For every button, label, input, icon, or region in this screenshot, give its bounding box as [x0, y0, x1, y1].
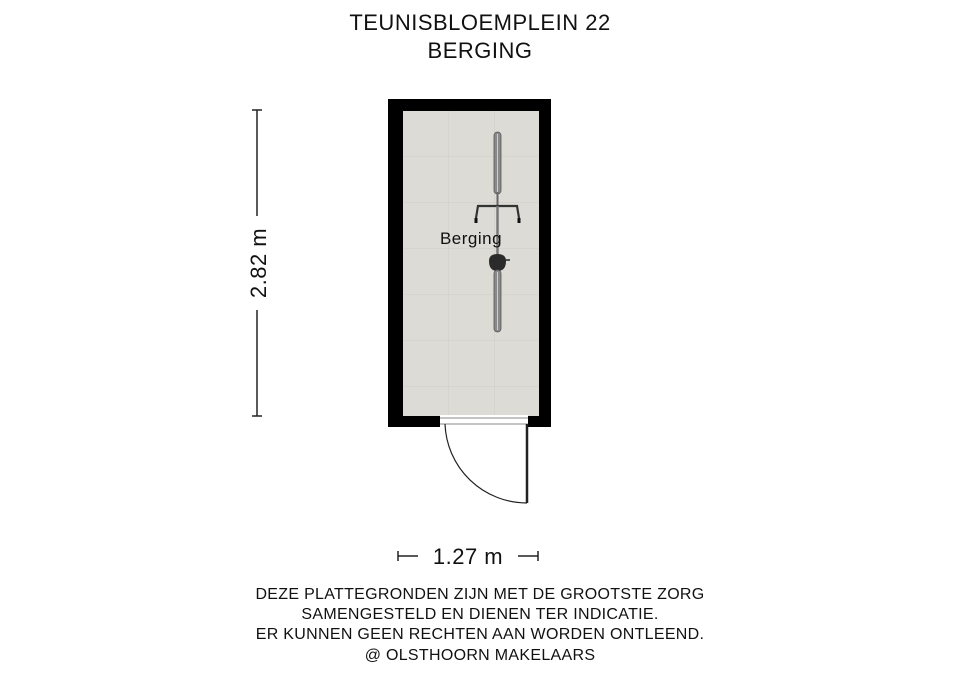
width-dimension-label: 1.27 m [432, 544, 504, 569]
height-dimension [246, 110, 271, 416]
page-subtitle-room: BERGING [427, 38, 533, 63]
door-opening [440, 415, 528, 428]
room-floor [403, 111, 539, 416]
page-title-address: TEUNISBLOEMPLEIN 22 [349, 10, 611, 35]
disclaimer-line: ER KUNNEN GEEN RECHTEN AAN WORDEN ONTLEEND. [255, 626, 705, 643]
width-dimension [398, 544, 538, 569]
height-dimension-label: 2.82 m [246, 227, 271, 299]
room-label: Berging [439, 229, 503, 248]
copyright-line: @ OLSTHOORN MAKELAARS [364, 647, 596, 664]
disclaimer-line: SAMENGESTELD EN DIENEN TER INDICATIE. [301, 606, 659, 623]
disclaimer-line: DEZE PLATTEGRONDEN ZIJN MET DE GROOTSTE ZORG [255, 586, 705, 603]
door-swing [445, 424, 527, 503]
